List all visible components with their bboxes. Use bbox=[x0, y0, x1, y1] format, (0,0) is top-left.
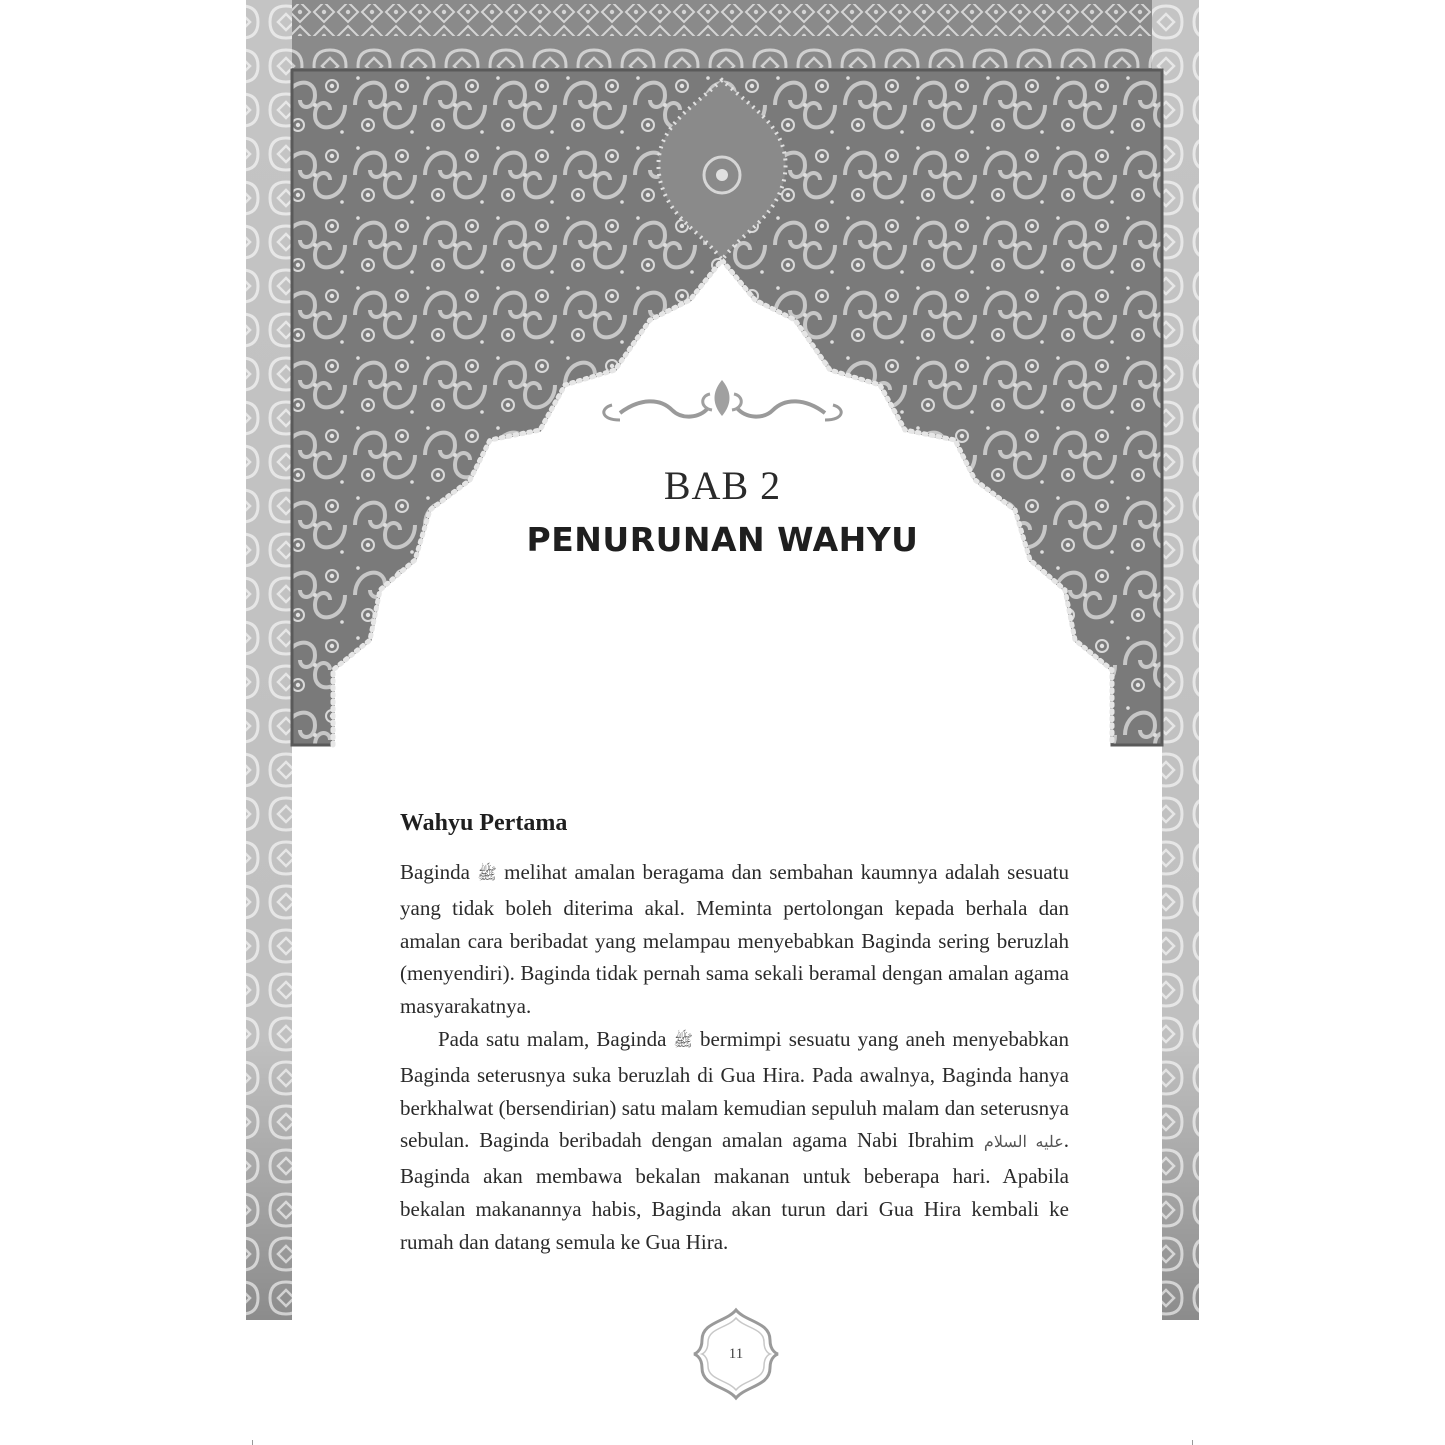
chapter-number: BAB 2 bbox=[663, 463, 782, 508]
paragraph-text: bermimpi sesuatu yang aneh menyebabkan Baginda seterusnya suka beruzlah di Gua Hira. Pada awalnya, Baginda hanya berkhalwat (bersendirian) satu malam kemudian sepuluh malam dan seterusnya sebulan. Baginda beribadah dengan amalan agama Nabi Ibrahim bbox=[400, 1026, 1069, 1153]
crop-mark bbox=[1192, 1440, 1193, 1445]
honorific-symbol: ﷺ bbox=[673, 1032, 693, 1050]
paragraph bbox=[400, 1023, 1069, 1259]
section-heading: Wahyu Pertama bbox=[400, 810, 568, 836]
body-text bbox=[400, 856, 1069, 1259]
paragraph-text: Baginda bbox=[400, 860, 470, 884]
page-number: 11 bbox=[728, 1346, 744, 1362]
honorific-symbol: ﷺ bbox=[477, 866, 497, 883]
paragraph bbox=[400, 856, 1069, 1023]
crop-mark bbox=[252, 1440, 253, 1445]
paragraph-text: melihat amalan beragama dan sembahan kaumnya adalah sesuatu yang tidak boleh diterima akal. Meminta pertolongan kepada berhala dan amalan cara beribadat yang melampau menyebabkan Baginda sering beruzlah (menyendiri). Baginda tidak pernah sama sekali beramal dengan amalan agama masyarakatnya. bbox=[400, 860, 1070, 1019]
chapter-title: PENURUNAN WAHYU bbox=[526, 520, 919, 559]
paragraph-text: Pada satu malam, Baginda bbox=[438, 1026, 667, 1051]
honorific-symbol: عليه السلام bbox=[983, 1134, 1064, 1152]
paragraph-text: . Baginda akan membawa bekalan makanan untuk beberapa hari. Apabila bekalan makanannya habis, Baginda akan turun dari Gua Hira kembali ke rumah dan datang semula ke Gua Hira. bbox=[400, 1128, 1069, 1254]
